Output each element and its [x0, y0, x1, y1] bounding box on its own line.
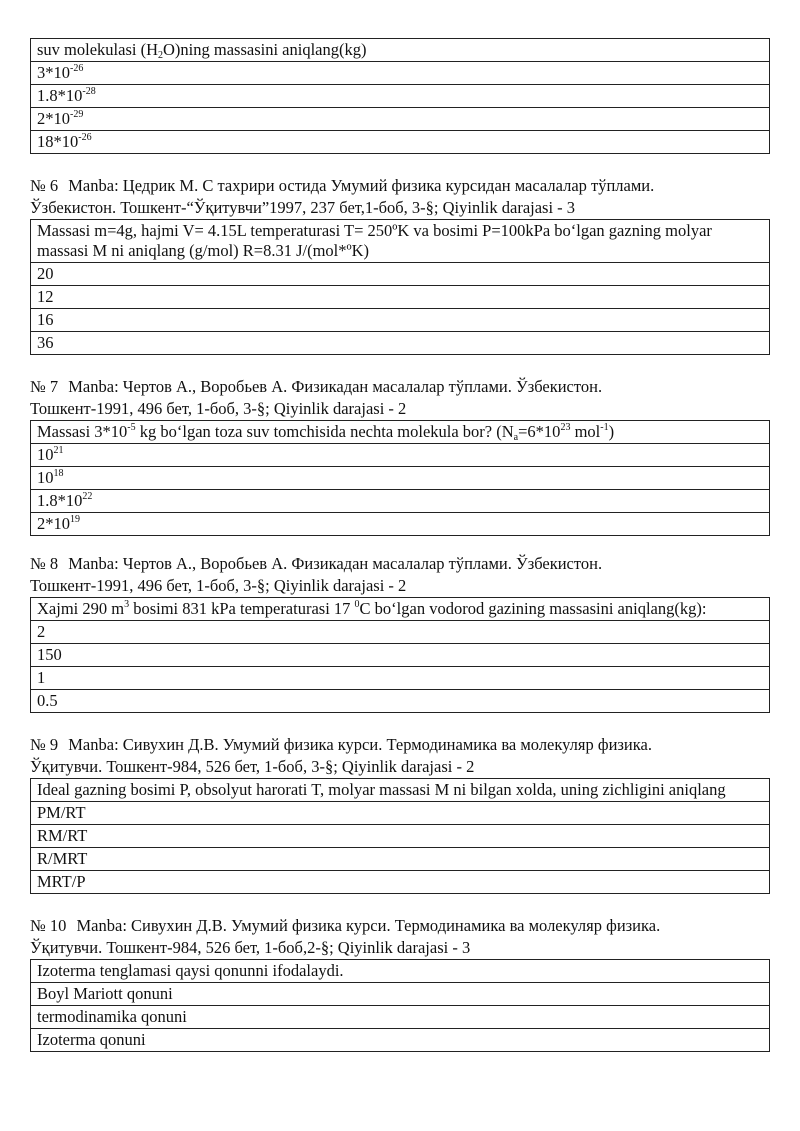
source-line: Ўқитувчи. Тошкент-984, 526 бет, 1-боб, 3-§; Qiyinlik darajasi - 2 [30, 757, 475, 776]
question-6-header [30, 175, 770, 219]
question-7-header [30, 376, 770, 420]
question-8-table [30, 597, 770, 713]
question-text: suv molekulasi $(H_2O)ning$ massasini aniqlang(kg) [31, 39, 770, 62]
option-b: $10^{18}$ [31, 467, 770, 490]
option-row [31, 286, 770, 309]
option-d: $18*10^{-26}$ [31, 131, 770, 154]
source-line: № 7 Manba: Чертов А., Воробьев А. Физикадан масалалар тўплами. Ўзбекистон. [30, 377, 603, 396]
option-row [31, 644, 770, 667]
option-a: $3*10^{-26}$ [31, 62, 770, 85]
question-row [31, 960, 770, 983]
option-row [31, 1029, 770, 1052]
question-9-header [30, 734, 770, 778]
question-9-table [30, 778, 770, 894]
option-c: 16 [31, 309, 770, 332]
source-line: Ўқитувчи. Тошкент-984, 526 бет, 1-боб,2-§; Qiyinlik darajasi - 3 [30, 938, 471, 957]
question-number: № 8 [30, 554, 59, 573]
option-a: $10^{21}$ [31, 444, 770, 467]
question-text: Ideal gazning bosimi P, obsolyut harorati T, molyar massasi M ni bilgan xolda, uning zichligini aniqlang [31, 779, 770, 802]
option-b: 12 [31, 286, 770, 309]
option-row [31, 85, 770, 108]
question-text: Massasi m=4g, hajmi V= 4.15L temperaturasi T= 250ºK va bosimi P=100kPa bo‘lgan gazning molyar massasi M ni aniqlang (g/mol) R=8.31 J/(mol*ºK) [31, 220, 770, 263]
option-row [31, 802, 770, 825]
option-b: RM/RT [31, 825, 770, 848]
source-line: Тошкент-1991, 496 бет, 1-боб, 3-§; Qiyinlik darajasi - 2 [30, 576, 407, 595]
option-row [31, 983, 770, 1006]
option-row [31, 690, 770, 713]
question-row [31, 779, 770, 802]
option-row [31, 62, 770, 85]
option-row [31, 332, 770, 355]
source-line: № 8 Manba: Чертов А., Воробьев А. Физикадан масалалар тўплами. Ўзбекистон. [30, 554, 603, 573]
question-number: № 6 [30, 176, 59, 195]
option-row [31, 667, 770, 690]
question-number: № 7 [30, 377, 59, 396]
option-row [31, 848, 770, 871]
option-d: 0.5 [31, 690, 770, 713]
question-row [31, 421, 770, 444]
option-c: $2*10^{-29}$ [31, 108, 770, 131]
option-d: MRT/P [31, 871, 770, 894]
option-row [31, 825, 770, 848]
question-text: Xajmi 290 $m^3$ bosimi 831 kPa temperaturasi 17 $^0$C bo‘lgan vodorod gazining massasini aniqlang(kg): [31, 598, 770, 621]
option-row [31, 1006, 770, 1029]
question-text: Massasi $3*10^{-5}$ kg bo‘lgan toza suv tomchisida nechta molekula bor? ($N_a=6*10^{23}$ mol$^{-1}$) [31, 421, 770, 444]
question-7-table [30, 420, 770, 536]
option-row [31, 108, 770, 131]
option-row [31, 444, 770, 467]
question-row [31, 39, 770, 62]
question-row [31, 598, 770, 621]
option-row [31, 513, 770, 536]
source-line: Ўзбекистон. Тошкент-“Ўқитувчи”1997, 237 бет,1-боб, 3-§; Qiyinlik darajasi - 3 [30, 198, 576, 217]
option-row [31, 490, 770, 513]
source-line: № 9 Manba: Сивухин Д.В. Умумий физика курси. Термодинамика ва молекуляр физика. [30, 735, 652, 754]
option-a: 20 [31, 263, 770, 286]
option-row [31, 309, 770, 332]
question-number: № 9 [30, 735, 59, 754]
option-d: 36 [31, 332, 770, 355]
question-10-header [30, 915, 770, 959]
option-c: $1.8*10^{22}$ [31, 490, 770, 513]
option-b: termodinamika qonuni [31, 1006, 770, 1029]
option-a: Boyl Mariott qonuni [31, 983, 770, 1006]
question-number: № 10 [30, 916, 67, 935]
question-row [31, 220, 770, 263]
option-c: Izoterma qonuni [31, 1029, 770, 1052]
option-row [31, 871, 770, 894]
option-row [31, 621, 770, 644]
option-d: $2*10^{19}$ [31, 513, 770, 536]
option-a: 2 [31, 621, 770, 644]
source-line: № 10 Manba: Сивухин Д.В. Умумий физика курси. Термодинамика ва молекуляр физика. [30, 916, 661, 935]
option-b: $1.8*10^{-28}$ [31, 85, 770, 108]
option-a: PM/RT [31, 802, 770, 825]
option-c: R/MRT [31, 848, 770, 871]
question-8-header [30, 553, 770, 597]
option-c: 1 [31, 667, 770, 690]
question-10-table [30, 959, 770, 1052]
question-6-table [30, 219, 770, 355]
source-line: № 6 Manba: Цедрик М. С тахрири остида Умумий физика курсидан масалалар тўплами. [30, 176, 655, 195]
option-b: 150 [31, 644, 770, 667]
option-row [31, 263, 770, 286]
question-5-table [30, 38, 770, 154]
source-line: Тошкент-1991, 496 бет, 1-боб, 3-§; Qiyinlik darajasi - 2 [30, 399, 407, 418]
option-row [31, 131, 770, 154]
document-page [30, 38, 770, 1052]
option-row [31, 467, 770, 490]
question-text: Izoterma tenglamasi qaysi qonunni ifodalaydi. [31, 960, 770, 983]
